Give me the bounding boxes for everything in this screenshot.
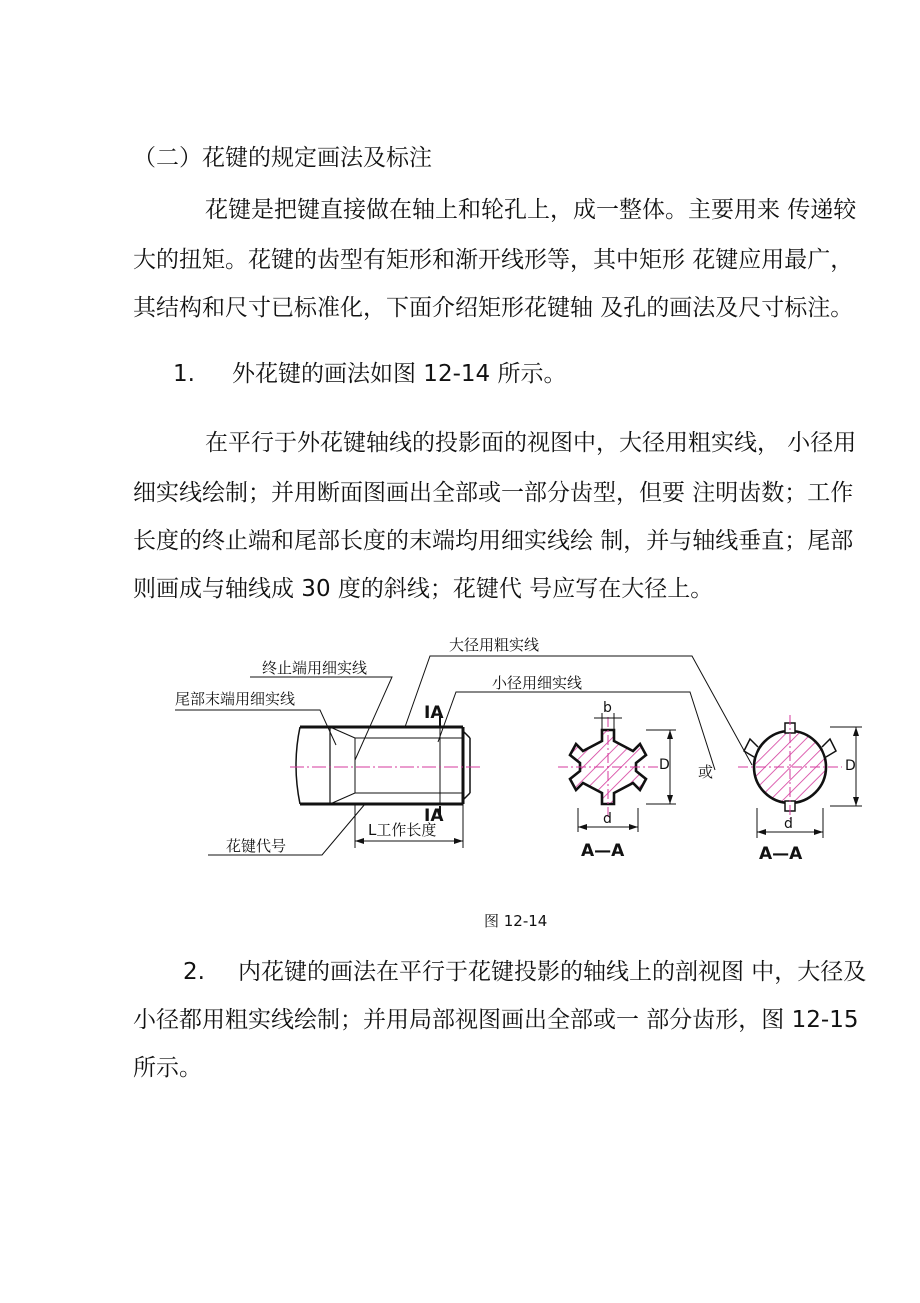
dim-D-label-1: D	[659, 757, 670, 773]
dim-d-label-2: d	[784, 816, 793, 832]
spline-shaft-figure	[0, 625, 920, 865]
dim-D-label-2: D	[845, 758, 856, 774]
item1-number: 1.	[173, 361, 195, 387]
section-name-1: A—A	[581, 841, 625, 861]
item1-para-line-1: 在平行于外花键轴线的投影面的视图中，大径用粗实线， 小径用	[205, 430, 857, 456]
section-mark-top: IA	[424, 703, 444, 723]
spline-section-1	[558, 717, 658, 817]
intro-line-2: 大的扭矩。花键的齿型有矩形和渐开线形等，其中矩形 花键应用最广，	[133, 247, 854, 273]
item2-line-3: 所示。	[133, 1055, 202, 1081]
intro-line-1: 花键是把键直接做在轴上和轮孔上，成一整体。主要用来 传递较	[205, 197, 857, 223]
label-spline-code: 花键代号	[226, 837, 287, 855]
item2-line-1: 内花键的画法在平行于花键投影的轴线上的剖视图 中，大径及	[238, 959, 867, 985]
label-major-dia: 大径用粗实线	[449, 636, 540, 654]
label-end-stop: 终止端用细实线	[262, 659, 368, 677]
label-or: 或	[698, 763, 714, 781]
item2-line-2: 小径都用粗实线绘制；并用局部视图画出全部或一 部分齿形，图 12-15	[133, 1007, 859, 1033]
label-work-length: L工作长度	[368, 821, 437, 839]
dim-d-label-1: d	[603, 811, 612, 827]
spline-section-2	[738, 715, 842, 819]
label-minor-dia: 小径用细实线	[492, 674, 583, 692]
section-heading: （二）花键的规定画法及标注	[133, 145, 432, 171]
section-mark-bottom: IA	[424, 806, 444, 826]
label-tail-end: 尾部末端用细实线	[175, 690, 296, 708]
dim-b-label: b	[603, 700, 612, 716]
item1-text: 外花键的画法如图 12-14 所示。	[232, 361, 567, 387]
item1-para-line-4: 则画成与轴线成 30 度的斜线；花键代 号应写在大径上。	[133, 576, 714, 602]
figure-caption: 图 12-14	[484, 912, 548, 930]
section-name-2: A—A	[759, 844, 803, 864]
item1-para-line-2: 细实线绘制；并用断面图画出全部或一部分齿型，但要 注明齿数；工作	[133, 480, 854, 506]
item1-para-line-3: 长度的终止端和尾部长度的末端均用细实线绘 制，并与轴线垂直；尾部	[133, 528, 854, 554]
intro-line-3: 其结构和尺寸已标准化，下面介绍矩形花键轴 及孔的画法及尺寸标注。	[133, 295, 854, 321]
item2-number: 2.	[183, 959, 205, 985]
